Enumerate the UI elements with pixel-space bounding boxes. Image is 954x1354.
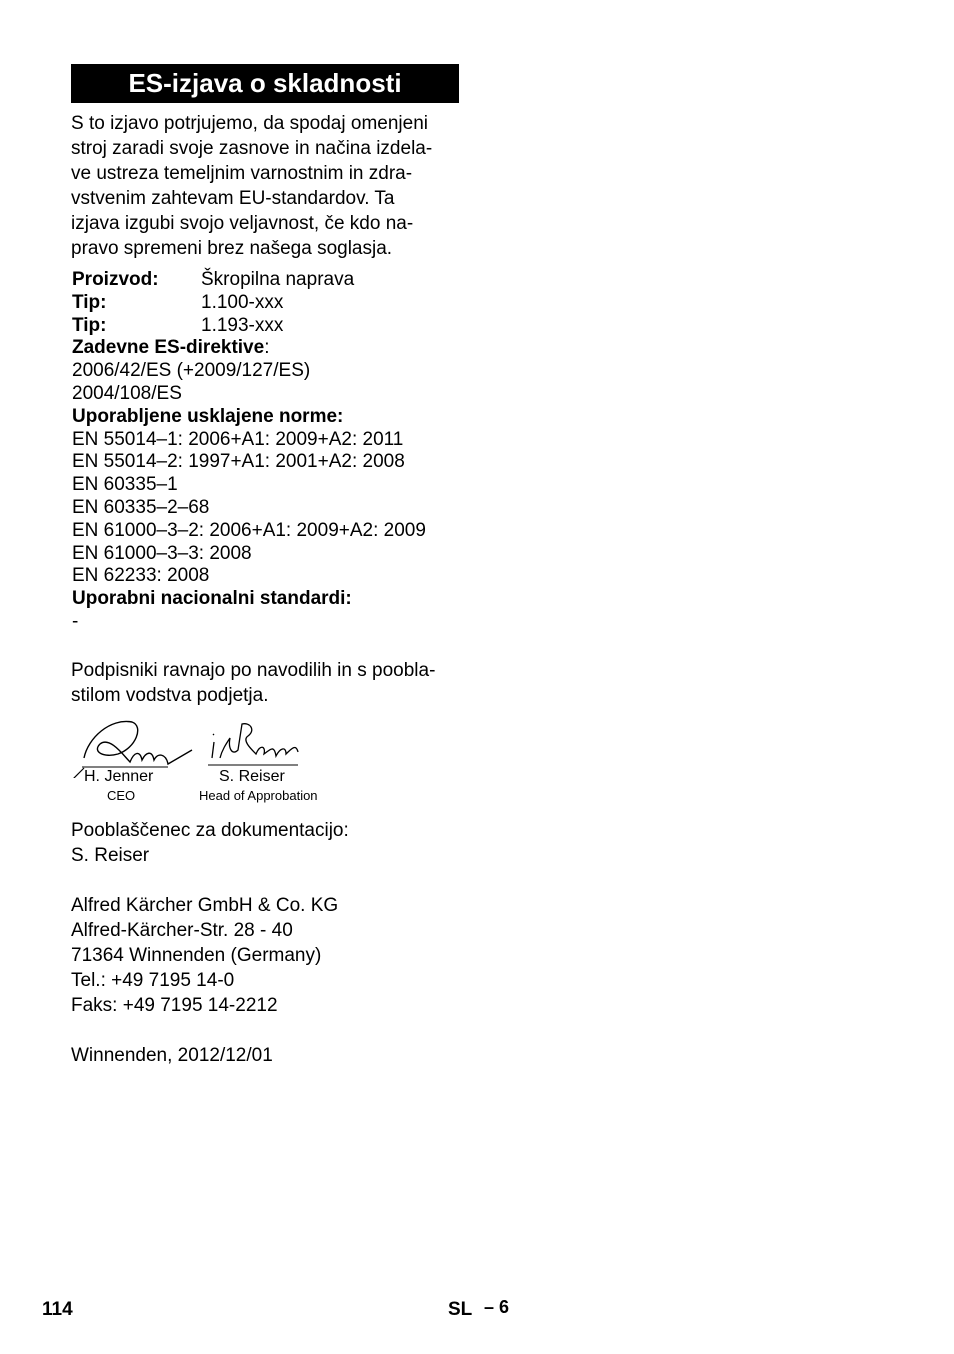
signers-note-line: Podpisniki ravnajo po navodilih in s poobla- — [71, 660, 436, 681]
product-value: Škropilna naprava — [201, 269, 355, 290]
norm-item: EN 61000–3–2: 2006+A1: 2009+A2: 2009 — [72, 519, 426, 541]
norm-item: EN 55014–2: 1997+A1: 2001+A2: 2008 — [72, 451, 405, 473]
address-line: Tel.: +49 7195 14-0 — [71, 970, 235, 991]
type-label: Tip: — [72, 291, 107, 313]
address-line: Faks: +49 7195 14-2212 — [71, 995, 278, 1016]
type-value: 1.100-xxx — [201, 291, 284, 313]
signers-note — [71, 658, 463, 708]
norms-heading: Uporabljene usklajene norme: — [72, 405, 344, 427]
place-date: Winnenden, 2012/12/01 — [71, 1045, 273, 1066]
product-label: Proizvod: — [72, 269, 159, 290]
jenner-signature — [84, 721, 192, 764]
national-value: - — [72, 610, 79, 632]
company-address — [71, 893, 338, 1018]
signer-role: CEO — [107, 788, 136, 803]
section-page-number: – 6 — [484, 1297, 510, 1317]
signer-name: H. Jenner — [84, 768, 154, 785]
type-value: 1.193-xxx — [201, 314, 284, 336]
national-heading: Uporabni nacionalni standardi: — [72, 588, 352, 610]
directives-heading — [72, 337, 472, 360]
type-row — [72, 315, 472, 338]
doc-rep-label: Pooblaščenec za dokumentacijo: — [71, 820, 349, 841]
page-number: 114 — [42, 1299, 73, 1320]
directive-item: 2004/108/ES — [72, 382, 182, 404]
signer-name: S. Reiser — [219, 768, 285, 785]
norm-item: EN 55014–1: 2006+A1: 2009+A2: 2011 — [72, 428, 404, 450]
norm-item: EN 62233: 2008 — [72, 565, 210, 587]
title-bar — [71, 64, 459, 103]
documentation-representative — [71, 818, 349, 868]
signature-block — [70, 718, 370, 808]
intro-line: izjava izgubi svojo veljavnost, če kdo na- — [71, 213, 414, 234]
language-code: SL — [448, 1299, 473, 1320]
signers-note-line: stilom vodstva podjetja. — [71, 685, 269, 706]
intro-line: pravo spremeni brez našega soglasja. — [71, 238, 393, 259]
intro-line: S to izjavo potrjujemo, da spodaj omenjeni — [71, 113, 428, 134]
intro-line: ve ustreza temeljnim varnostnim in zdra- — [71, 163, 413, 184]
signer-role: Head of Approbation — [199, 788, 318, 803]
directive-item: 2006/42/ES (+2009/127/ES) — [72, 360, 311, 382]
reiser-signature — [212, 724, 298, 758]
type-label: Tip: — [72, 314, 107, 336]
address-line: 71364 Winnenden (Germany) — [71, 945, 322, 966]
directives-label: Zadevne ES-direktive — [72, 337, 265, 359]
product-row — [72, 269, 472, 292]
norm-item: EN 60335–1 — [72, 474, 178, 496]
page-title: ES-izjava o skladnosti — [128, 68, 402, 98]
intro-paragraph — [71, 111, 463, 261]
norm-item: EN 60335–2–68 — [72, 496, 210, 518]
intro-line: stroj zaradi svoje zasnove in načina izdela- — [71, 138, 433, 159]
type-row — [72, 292, 472, 315]
directives-colon: : — [264, 337, 270, 359]
address-line: Alfred Kärcher GmbH & Co. KG — [71, 895, 339, 916]
norm-item: EN 61000–3–3: 2008 — [72, 542, 252, 564]
doc-rep-name: S. Reiser — [71, 845, 150, 866]
intro-line: vstvenim zahtevam EU-standardov. Ta — [71, 188, 395, 209]
declaration-fields — [72, 269, 472, 634]
address-line: Alfred-Kärcher-Str. 28 - 40 — [71, 920, 293, 941]
